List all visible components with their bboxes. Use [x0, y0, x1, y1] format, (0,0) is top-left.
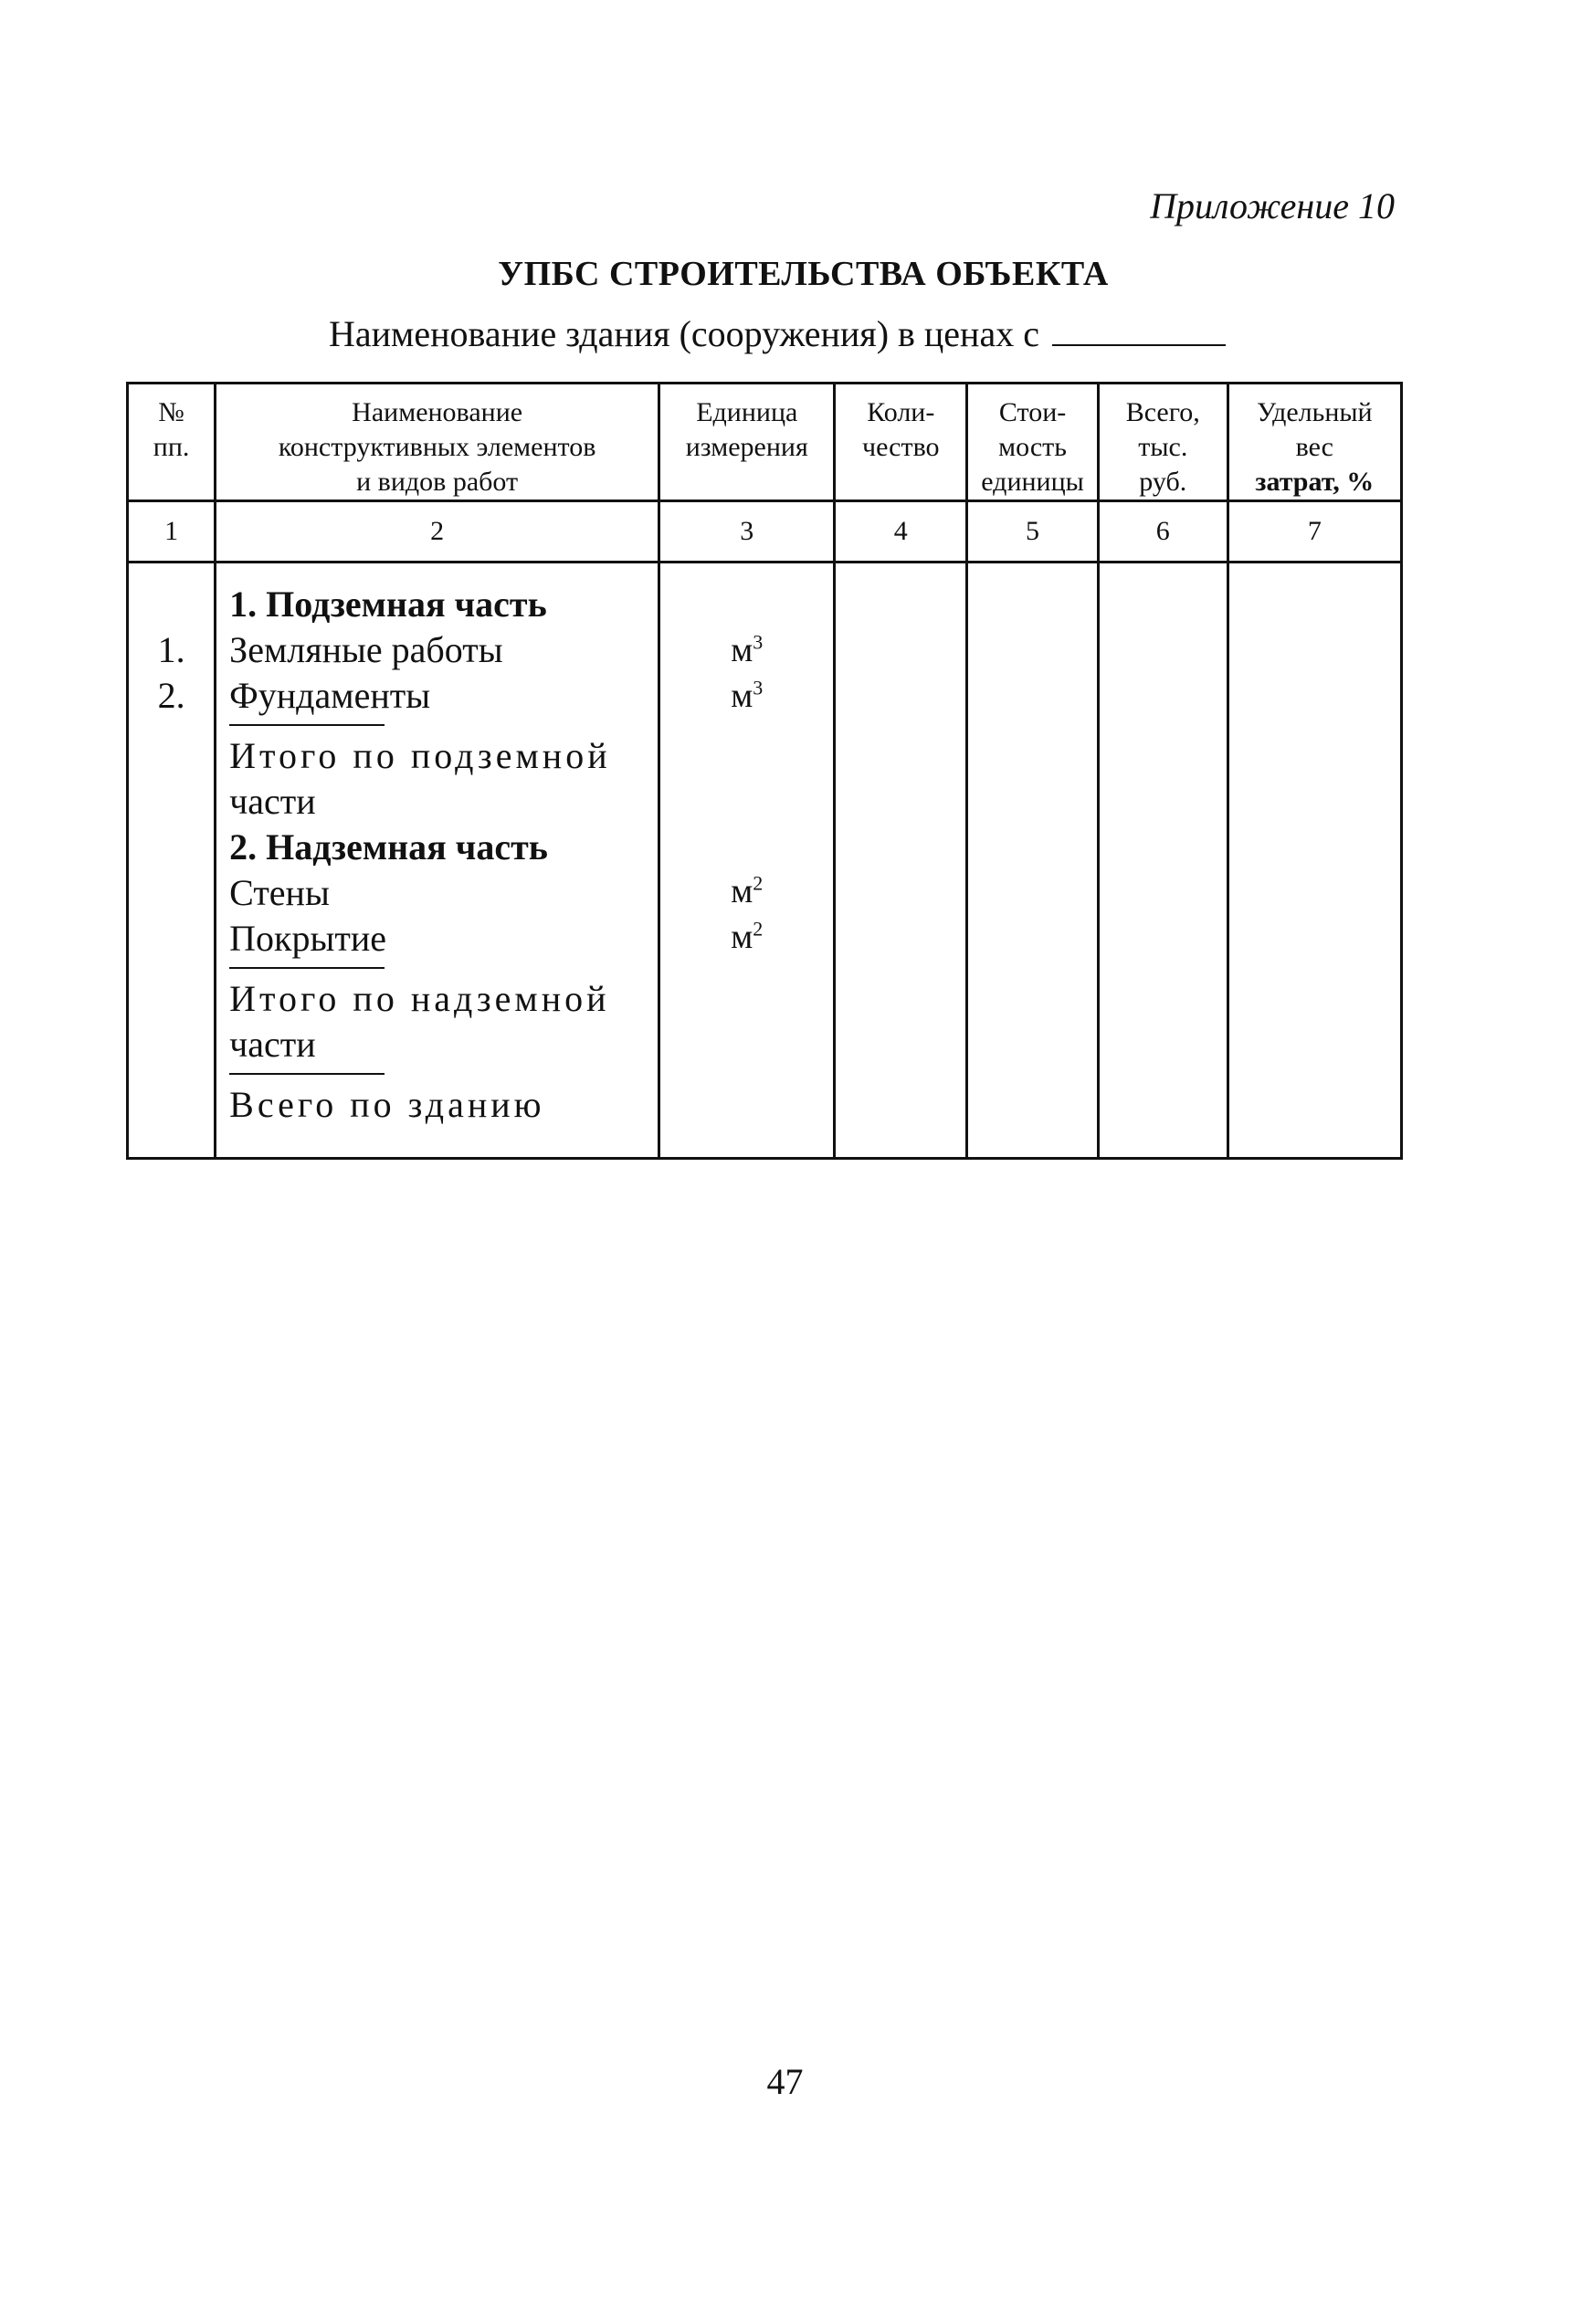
- subtotal-label: части: [229, 1024, 316, 1065]
- unit-cell: [659, 563, 835, 1159]
- quantity-cell: [835, 563, 967, 1159]
- header-quantity: Коли- чество: [835, 384, 967, 501]
- subtotal-label: Итого по надземной: [229, 978, 610, 1019]
- item-number: 1.: [157, 629, 185, 670]
- header-row: [128, 384, 1402, 501]
- column-number: 7: [1228, 501, 1401, 563]
- subtotal-label: Итого по подземной: [229, 735, 611, 776]
- table-body-row: [128, 563, 1402, 1159]
- total-cell: [1098, 563, 1228, 1159]
- section-heading: 2. Надземная часть: [229, 826, 548, 868]
- separator-line: [229, 967, 385, 969]
- share-cell: [1228, 563, 1401, 1159]
- appendix-label: Приложение 10: [1150, 185, 1395, 226]
- header-name: Наименование конструктивных элементов и видов работ: [216, 384, 659, 501]
- item-name: Стены: [229, 872, 330, 913]
- section-heading: 1. Подземная часть: [229, 584, 547, 625]
- unit-value: $м^2$: [731, 871, 764, 910]
- separator-line: [229, 724, 385, 726]
- unit-cost-cell: [967, 563, 1099, 1159]
- column-number: 4: [835, 501, 967, 563]
- header-share: Удельный вес затрат, %: [1228, 384, 1401, 501]
- document-subtitle: [329, 312, 1226, 355]
- item-number-cell: [128, 563, 216, 1159]
- item-name: Земляные работы: [229, 629, 503, 670]
- total-label: Всего по зданию: [229, 1084, 545, 1125]
- unit-value: $м^3$: [731, 630, 764, 669]
- item-name: Фундаменты: [229, 675, 431, 716]
- unit-value: $м^2$: [731, 917, 764, 956]
- item-number: 2.: [157, 675, 185, 716]
- column-number: 1: [128, 501, 216, 563]
- separator-line: [229, 1073, 385, 1075]
- header-number: № пп.: [128, 384, 216, 501]
- column-number: 2: [216, 501, 659, 563]
- document-title: УПБС СТРОИТЕЛЬСТВА ОБЪЕКТА: [498, 255, 1109, 293]
- subtotal-label: части: [229, 781, 316, 822]
- column-number-row: [128, 501, 1402, 563]
- column-number: 5: [967, 501, 1099, 563]
- unit-value: $м^3$: [731, 676, 764, 715]
- item-name: Покрытие: [229, 918, 387, 959]
- header-unit-cost: Стои- мость единицы: [967, 384, 1099, 501]
- fill-in-blank: [1052, 343, 1226, 346]
- header-unit: Единица измерения: [659, 384, 835, 501]
- cost-table: [126, 382, 1403, 1160]
- page-number: 47: [766, 2061, 804, 2102]
- column-number: 3: [659, 501, 835, 563]
- column-number: 6: [1098, 501, 1228, 563]
- subtitle-text: Наименование здания (сооружения) в ценах с: [329, 313, 1039, 354]
- item-name-cell: [216, 563, 659, 1159]
- header-total: Всего, тыс. руб.: [1098, 384, 1228, 501]
